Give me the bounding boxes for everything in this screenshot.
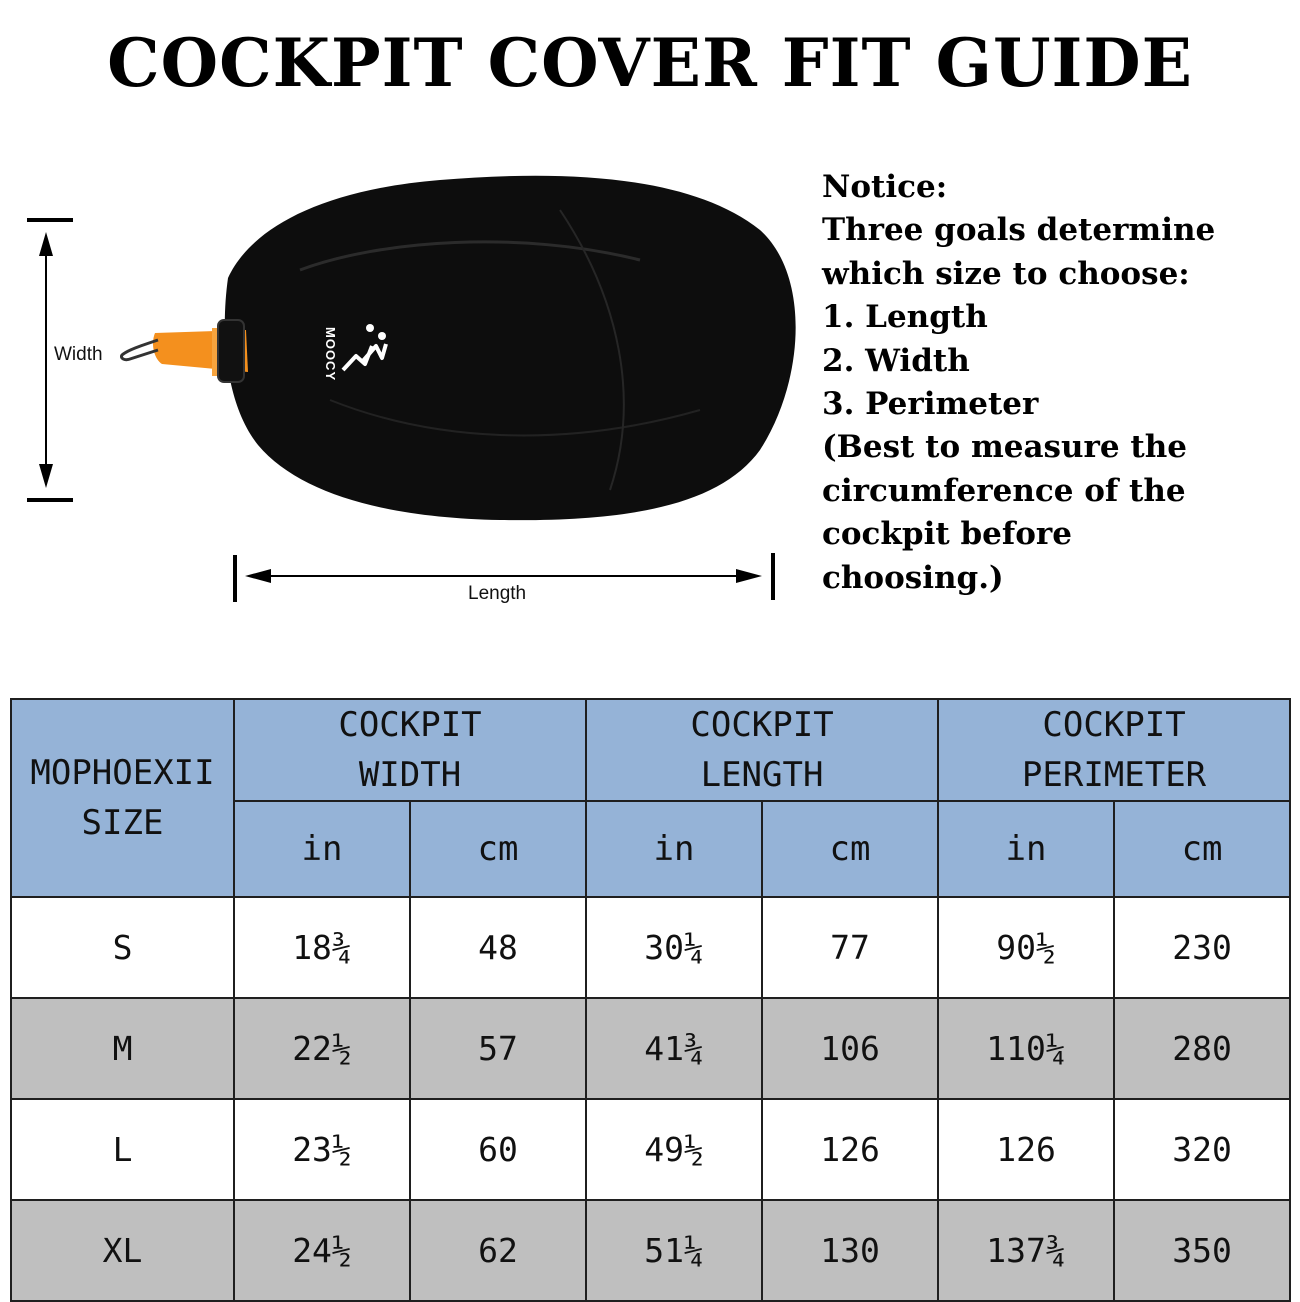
cockpit-cover-illustration bbox=[0, 150, 800, 620]
table-cell: 77 bbox=[762, 897, 938, 998]
size-column-header bbox=[11, 699, 234, 897]
page-title: COCKPIT COVER FIT GUIDE bbox=[107, 24, 1193, 102]
notice-line: which size to choose: bbox=[822, 255, 1190, 292]
table-row bbox=[11, 998, 1290, 1099]
group-header-line: COCKPIT bbox=[690, 705, 834, 745]
table-cell: 350 bbox=[1114, 1200, 1290, 1301]
width-label: Width bbox=[54, 344, 103, 365]
table-cell: 110¼ bbox=[938, 998, 1114, 1099]
table-cell: 230 bbox=[1114, 897, 1290, 998]
table-row bbox=[11, 897, 1290, 998]
length-group-header bbox=[586, 699, 938, 801]
group-header-line: WIDTH bbox=[358, 755, 462, 795]
table-cell: 57 bbox=[410, 998, 586, 1099]
size-cell: L bbox=[11, 1099, 234, 1200]
notice-item-width: 2. Width bbox=[822, 342, 970, 379]
notice-heading: Notice: bbox=[822, 169, 948, 205]
group-header-line: COCKPIT bbox=[338, 705, 482, 745]
unit-header: cm bbox=[410, 801, 586, 897]
table-cell: 106 bbox=[762, 998, 938, 1099]
table-cell: 23½ bbox=[234, 1099, 410, 1200]
unit-header: in bbox=[938, 801, 1114, 897]
table-cell: 49½ bbox=[586, 1099, 762, 1200]
perimeter-group-header bbox=[938, 699, 1290, 801]
notice-line: choosing.) bbox=[822, 559, 1004, 596]
table-cell: 62 bbox=[410, 1200, 586, 1301]
notice-line: (Best to measure the bbox=[822, 429, 1187, 466]
table-cell: 30¼ bbox=[586, 897, 762, 998]
table-cell: 51¼ bbox=[586, 1200, 762, 1301]
group-header-line: PERIMETER bbox=[1021, 755, 1207, 795]
notice-item-perimeter: 3. Perimeter bbox=[822, 386, 1039, 423]
table-cell: 90½ bbox=[938, 897, 1114, 998]
table-cell: 60 bbox=[410, 1099, 586, 1200]
table-cell: 22½ bbox=[234, 998, 410, 1099]
width-group-header bbox=[234, 699, 586, 801]
table-cell: 137¾ bbox=[938, 1200, 1114, 1301]
cockpit-cover-diagram bbox=[0, 150, 800, 620]
length-label: Length bbox=[468, 583, 527, 604]
unit-header: in bbox=[586, 801, 762, 897]
group-header-line: LENGTH bbox=[700, 755, 824, 795]
table-cell: 126 bbox=[938, 1099, 1114, 1200]
table-cell: 24½ bbox=[234, 1200, 410, 1301]
table-cell: 18¾ bbox=[234, 897, 410, 998]
size-cell: M bbox=[11, 998, 234, 1099]
table-cell: 126 bbox=[762, 1099, 938, 1200]
table-row bbox=[11, 1099, 1290, 1200]
size-header-line: MOPHOEXII bbox=[30, 753, 215, 793]
cockpit-cover-body bbox=[225, 176, 796, 520]
unit-header: in bbox=[234, 801, 410, 897]
size-chart-table bbox=[10, 698, 1291, 1302]
size-cell: S bbox=[11, 897, 234, 998]
drawstring-toggle-icon bbox=[121, 320, 248, 382]
notice-line: cockpit before bbox=[822, 516, 1072, 553]
table-cell: 48 bbox=[410, 897, 586, 998]
unit-header: cm bbox=[762, 801, 938, 897]
table-row bbox=[11, 1200, 1290, 1301]
notice-line: Three goals determine bbox=[822, 212, 1216, 249]
unit-header: cm bbox=[1114, 801, 1290, 897]
table-header-row bbox=[11, 699, 1290, 801]
table-cell: 280 bbox=[1114, 998, 1290, 1099]
notice-item-length: 1. Length bbox=[822, 299, 988, 336]
table-cell: 320 bbox=[1114, 1099, 1290, 1200]
size-header-line: SIZE bbox=[81, 803, 164, 843]
notice-block bbox=[822, 166, 1292, 600]
group-header-line: COCKPIT bbox=[1042, 705, 1186, 745]
table-cell: 130 bbox=[762, 1200, 938, 1301]
size-cell: XL bbox=[11, 1200, 234, 1301]
brand-name: MOOCY bbox=[323, 327, 338, 382]
table-cell: 41¾ bbox=[586, 998, 762, 1099]
notice-line: circumference of the bbox=[822, 472, 1186, 509]
